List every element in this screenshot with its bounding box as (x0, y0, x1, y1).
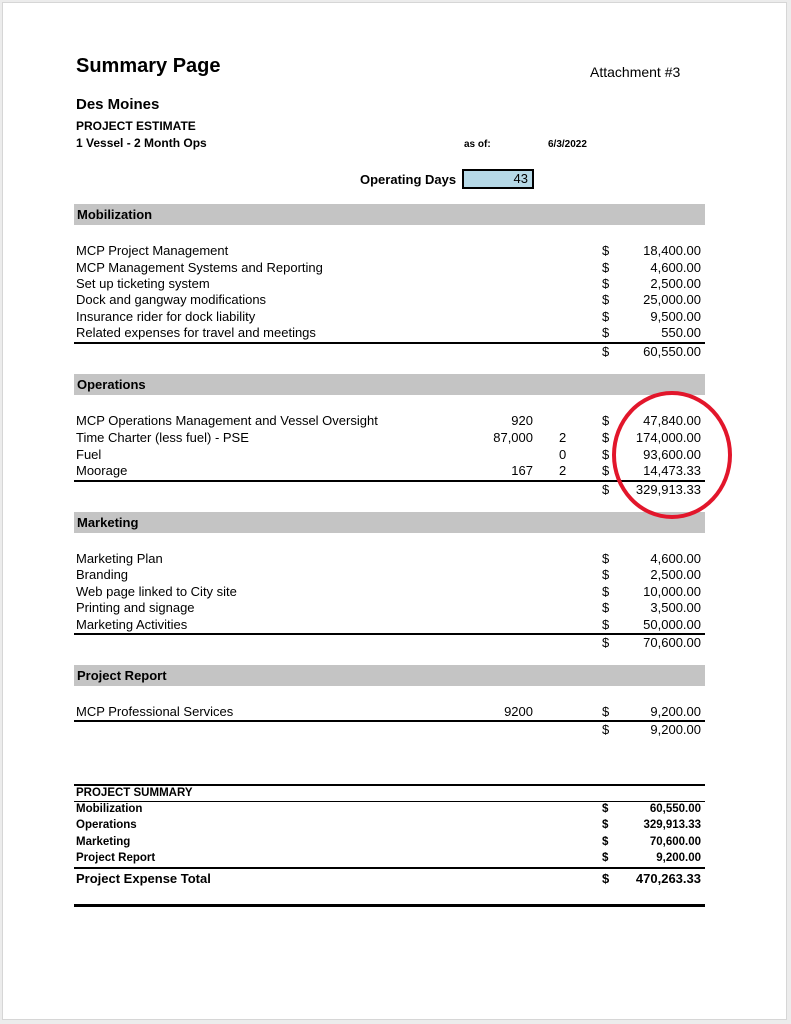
summary-row (76, 835, 701, 850)
table-row (76, 430, 701, 446)
dollar-sign: $ (602, 325, 610, 340)
row-label: MCP Operations Management and Vessel Oversight (76, 413, 378, 428)
summary-bottom-rule (74, 904, 705, 907)
row-amount: 174,000.00 (635, 430, 701, 445)
summary-label: Marketing (76, 836, 131, 848)
table-row (76, 309, 701, 325)
row-label: Branding (76, 567, 129, 582)
dollar-sign: $ (602, 635, 610, 650)
as-of-label: as of: (464, 139, 491, 150)
summary-row (76, 802, 701, 817)
dollar-sign: $ (602, 260, 610, 275)
row-amount: 9,200.00 (650, 704, 701, 719)
dollar-sign: $ (602, 803, 609, 815)
dollar-sign: $ (602, 276, 610, 291)
city-name: Des Moines (76, 96, 160, 113)
row-label: Insurance rider for dock liability (76, 309, 256, 324)
summary-title (76, 786, 701, 801)
operating-days-value: 43 (462, 169, 534, 189)
table-row (76, 325, 701, 341)
summary-amount: 70,600.00 (649, 836, 701, 848)
subtotal-amount: 70,600.00 (643, 635, 701, 650)
table-row (76, 463, 701, 479)
row-amount: 14,473.33 (643, 463, 701, 478)
row-label: Dock and gangway modifications (76, 292, 267, 307)
row-amount: 3,500.00 (650, 600, 701, 615)
subtotal-row (76, 482, 701, 498)
row-quantity: 167 (511, 463, 533, 478)
subtotal-amount: 60,550.00 (643, 344, 701, 359)
summary-row (76, 818, 701, 833)
dollar-sign: $ (602, 617, 610, 632)
row-label: MCP Management Systems and Reporting (76, 260, 323, 275)
row-label: Fuel (76, 447, 102, 462)
row-label: Marketing Activities (76, 617, 188, 632)
table-row (76, 447, 701, 463)
dollar-sign: $ (602, 871, 610, 886)
table-row (76, 584, 701, 600)
summary-label: Project Report (76, 852, 156, 864)
subtitle-project-estimate: PROJECT ESTIMATE (76, 119, 196, 133)
dollar-sign: $ (602, 447, 610, 462)
row-label: Set up ticketing system (76, 276, 210, 291)
summary-total-amount: 470,263.33 (635, 871, 701, 886)
table-row (76, 567, 701, 583)
row-amount: 50,000.00 (643, 617, 701, 632)
table-row (76, 600, 701, 616)
annotation-circle (612, 391, 732, 519)
dollar-sign: $ (602, 600, 610, 615)
table-row (76, 243, 701, 259)
dollar-sign: $ (602, 430, 610, 445)
dollar-sign: $ (602, 413, 610, 428)
subtotal-row (76, 344, 701, 360)
row-label: Moorage (76, 463, 128, 478)
summary-amount: 9,200.00 (656, 852, 701, 864)
document-page (2, 2, 787, 1020)
row-label: Related expenses for travel and meetings (76, 325, 316, 340)
row-amount: 18,400.00 (643, 243, 701, 258)
table-row (76, 704, 701, 720)
subtotal-amount: 329,913.33 (635, 482, 701, 497)
row-label: Web page linked to City site (76, 584, 237, 599)
table-row (76, 292, 701, 308)
row-count: 2 (559, 430, 567, 445)
operating-days-label: Operating Days (360, 172, 457, 187)
section-header-operations: Operations (74, 374, 705, 395)
dollar-sign: $ (602, 482, 610, 497)
subtitle-vessel-ops: 1 Vessel - 2 Month Ops (76, 136, 207, 150)
summary-row (76, 851, 701, 866)
row-quantity: 920 (511, 413, 533, 428)
row-amount: 10,000.00 (643, 584, 701, 599)
dollar-sign: $ (602, 243, 610, 258)
section-header-marketing: Marketing (74, 512, 705, 533)
row-amount: 550.00 (661, 325, 701, 340)
row-amount: 2,500.00 (650, 276, 701, 291)
row-amount: 93,600.00 (643, 447, 701, 462)
dollar-sign: $ (602, 344, 610, 359)
section-header-mobilization: Mobilization (74, 204, 705, 225)
section-header-project-report: Project Report (74, 665, 705, 686)
summary-total-row (76, 870, 701, 888)
summary-label: Operations (76, 819, 137, 831)
subtotal-row (76, 722, 701, 738)
summary-total-rule (74, 867, 705, 869)
subtotal-amount: 9,200.00 (650, 722, 701, 737)
table-row (76, 413, 701, 429)
attachment-label: Attachment #3 (590, 64, 681, 80)
summary-label: Mobilization (76, 803, 143, 815)
row-quantity: 9200 (504, 704, 533, 719)
row-amount: 25,000.00 (643, 292, 701, 307)
subtotal-row (76, 635, 701, 651)
dollar-sign: $ (602, 704, 610, 719)
dollar-sign: $ (602, 836, 609, 848)
row-amount: 9,500.00 (650, 309, 701, 324)
summary-title-text: PROJECT SUMMARY (76, 787, 193, 799)
table-row (76, 276, 701, 292)
row-amount: 47,840.00 (643, 413, 701, 428)
row-count: 0 (559, 447, 567, 462)
row-quantity: 87,000 (493, 430, 533, 445)
dollar-sign: $ (602, 551, 610, 566)
row-amount: 4,600.00 (650, 551, 701, 566)
table-row (76, 260, 701, 276)
dollar-sign: $ (602, 292, 610, 307)
table-row (76, 551, 701, 567)
page-title: Summary Page (76, 55, 221, 77)
as-of-date: 6/3/2022 (548, 139, 587, 150)
row-amount: 2,500.00 (650, 567, 701, 582)
dollar-sign: $ (602, 722, 610, 737)
dollar-sign: $ (602, 463, 610, 478)
dollar-sign: $ (602, 309, 610, 324)
row-label: Printing and signage (76, 600, 195, 615)
row-label: MCP Project Management (76, 243, 229, 258)
dollar-sign: $ (602, 584, 610, 599)
row-count: 2 (559, 463, 567, 478)
row-amount: 4,600.00 (650, 260, 701, 275)
summary-total-label: Project Expense Total (76, 871, 211, 886)
summary-amount: 329,913.33 (643, 819, 701, 831)
row-label: Time Charter (less fuel) - PSE (76, 430, 249, 445)
table-row (76, 617, 701, 633)
row-label: MCP Professional Services (76, 704, 234, 719)
dollar-sign: $ (602, 819, 609, 831)
dollar-sign: $ (602, 852, 609, 864)
row-label: Marketing Plan (76, 551, 163, 566)
summary-amount: 60,550.00 (649, 803, 701, 815)
dollar-sign: $ (602, 567, 610, 582)
